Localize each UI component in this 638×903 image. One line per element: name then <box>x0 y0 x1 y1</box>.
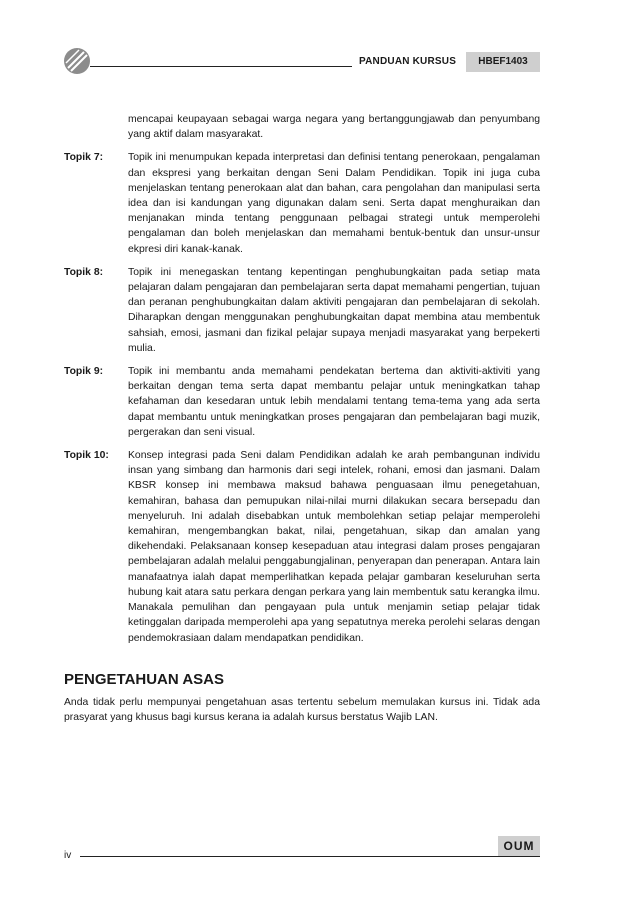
section-body: Anda tidak perlu mempunyai pengetahuan asas tertentu sebelum memulakan kursus ini. Tidak ada prasyarat yang khusus bagi kursus kerana ia adalah kursus berstatus Wajib LAN. <box>64 696 540 724</box>
course-code-badge: HBEF1403 <box>466 52 540 72</box>
topic-10 <box>64 448 540 646</box>
topic-label: Topik 10: <box>64 450 109 462</box>
footer-rule <box>80 856 540 857</box>
oum-badge: OUM <box>498 836 540 856</box>
topic-8 <box>64 265 540 356</box>
page-content <box>64 112 540 725</box>
topic-label: Topik 8: <box>64 266 104 278</box>
header-rule <box>90 66 352 67</box>
topic-7 <box>64 150 540 256</box>
topic-text: Topik ini membantu anda memahami pendekatan bertema dan aktiviti-aktiviti yang berkaitan dengan tema serta dapat membantu pelajar untuk meningkatkan tahap kefahaman dan kesedaran untuk lebih mendalami tentang tema-tema yang ada serta dapat membantu untuk meningkatkan proses pengajaran dan pembelajaran bagi muzik, pergerakan dan seni visual. <box>128 366 540 438</box>
header-title: PANDUAN KURSUS <box>359 56 457 67</box>
section-heading: PENGETAHUAN ASAS <box>64 670 225 688</box>
oum-logo-icon <box>62 46 92 76</box>
topic-label: Topik 9: <box>64 366 104 378</box>
topic-text: Topik ini menegaskan tentang kepentingan penghubungkaitan pada setiap mata pelajaran dalam pengajaran dan pembelajaran serta dapat memahami pengertian, tujuan dan peranan penghubungkaitan dalam aktiviti pengajaran dan pembelajaran di sekolah. Diharapkan dengan menggunakan penghubungkaitan dapat membina atau membentuk sahsiah, emosi, jasmani dan fizikal pelajar supaya menjadi masyarakat yang berpekerti mulia. <box>128 266 540 354</box>
topic-label: Topik 7: <box>64 152 104 164</box>
page-number: iv <box>64 850 72 861</box>
intro-continuation: mencapai keupayaan sebagai warga negara yang bertanggungjawab dan penyumbang yang aktif dalam masyarakat. <box>128 114 540 141</box>
topic-9 <box>64 364 540 440</box>
topic-text: Topik ini menumpukan kepada interpretasi dan definisi tentang penerokaan, pengalaman dan ekspresi yang berkaitan dengan Seni Dalam Pendidikan. Topik ini juga cuba menjelaskan tentang penerokaan alat dan bahan, cara pengolahan dan manipulasi serta idea dan isi kandungan yang digunakan dalam seni. Serta dapat menghuraikan dan menjanakan minda tentang penggunaan pelbagai strategi untuk memperolehi pengalaman dan boleh menjelaskan dan memahami bentuk-bentuk dan unsur-unsur ekpresi diri kanak-kanak. <box>128 152 540 255</box>
topic-text: Konsep integrasi pada Seni dalam Pendidikan adalah ke arah pembangunan individu insan yang simbang dan harmonis dari segi intelek, rohani, emosi dan jasmani. Dalam KBSR konsep ini membawa maksud bahawa penguasaan ilmu penegetahuan, kemahiran, bahasa dan pemupukan nilai-nilai murni dilakukan secara bersepadu dan menyeluruh. Ini adalah disebabkan untuk membolehkan setiap pelajar memperolehi kemahiran, mengembangkan bakat, nilai, pengetahuan, sikap dan amalan yang dikehendaki. Pelaksanaan konsep kesepaduan atau integrasi dalam proses pengajaran pembelajaran adalah melalui penggabungjalinan, penyerapan dan penerapan. Antara lain manafaatnya ialah dapat memperlihatkan kepada pelajar gambaran keseluruhan serta hubung kait atara satu perkara dengan perkara yang lain membentuk satu kerangka ilmu. Manakala pemulihan dan pengayaan pula untuk menjamin setiap pelajar tidak ketinggalan daripada memperolehi apa yang sepatutnya mereka perolehi selaras dengan pendemokrasiaan dalam mendapatkan pendidikan. <box>128 450 540 644</box>
